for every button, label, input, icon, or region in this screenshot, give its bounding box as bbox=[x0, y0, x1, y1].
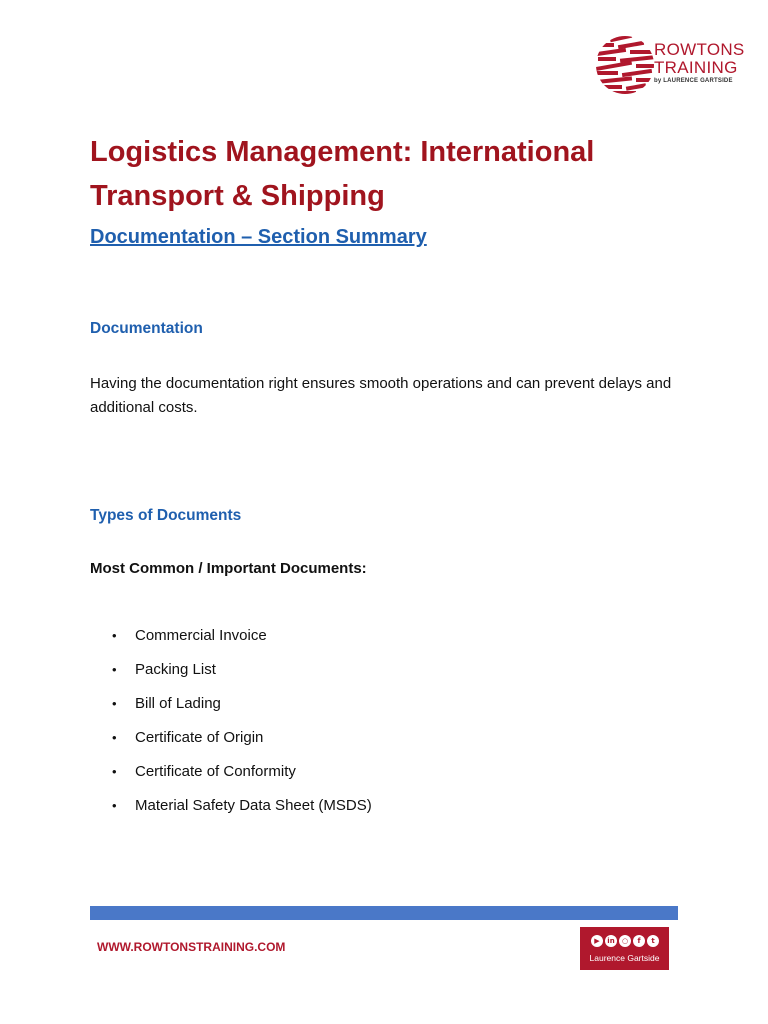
linkedin-icon[interactable]: in bbox=[605, 935, 617, 947]
documentation-paragraph: Having the documentation right ensures smooth operations and can prevent delays and additional costs. bbox=[90, 375, 672, 416]
list-item-text: Certificate of Conformity bbox=[135, 763, 296, 780]
list-item bbox=[90, 624, 372, 658]
documents-list bbox=[90, 624, 372, 828]
list-item-text: Bill of Lading bbox=[135, 695, 221, 712]
bullet: • bbox=[112, 798, 117, 813]
bullet: • bbox=[112, 730, 117, 745]
documents-list-label: Most Common / Important Documents: bbox=[90, 560, 367, 577]
logo-globe-icon bbox=[594, 34, 656, 96]
list-item bbox=[90, 760, 372, 794]
social-badge-name: Laurence Gartside bbox=[589, 953, 660, 963]
logo-brand-line1: ROWTONS bbox=[654, 40, 745, 59]
document-title: Logistics Management: International Transport & Shipping bbox=[90, 136, 595, 212]
footer-divider-bar bbox=[90, 906, 678, 920]
list-item bbox=[90, 726, 372, 760]
list-item bbox=[90, 794, 372, 828]
section-heading-documentation: Documentation bbox=[90, 320, 203, 337]
twitter-icon[interactable]: t bbox=[647, 935, 659, 947]
list-item-text: Packing List bbox=[135, 661, 216, 678]
section-heading-types-of-documents: Types of Documents bbox=[90, 507, 242, 524]
instagram-icon[interactable]: ○ bbox=[619, 935, 631, 947]
footer-website-link[interactable]: WWW.ROWTONSTRAINING.COM bbox=[97, 940, 286, 954]
rowtons-training-logo bbox=[594, 34, 754, 98]
list-item bbox=[90, 692, 372, 726]
bullet: • bbox=[112, 662, 117, 677]
youtube-icon[interactable]: ▶ bbox=[591, 935, 603, 947]
logo-text bbox=[654, 41, 745, 84]
list-item-text: Certificate of Origin bbox=[135, 729, 264, 746]
list-item-text: Commercial Invoice bbox=[135, 627, 267, 644]
list-item-text: Material Safety Data Sheet (MSDS) bbox=[135, 797, 372, 814]
logo-brand-line2: TRAINING bbox=[654, 58, 738, 77]
bullet: • bbox=[112, 764, 117, 779]
social-icons bbox=[591, 935, 659, 947]
facebook-icon[interactable]: f bbox=[633, 935, 645, 947]
section-summary-subtitle: Documentation – Section Summary bbox=[90, 226, 427, 248]
list-item bbox=[90, 658, 372, 692]
logo-byline: by LAURENCE GARTSIDE bbox=[654, 78, 733, 84]
social-badge bbox=[580, 927, 669, 970]
bullet: • bbox=[112, 696, 117, 711]
bullet: • bbox=[112, 628, 117, 643]
